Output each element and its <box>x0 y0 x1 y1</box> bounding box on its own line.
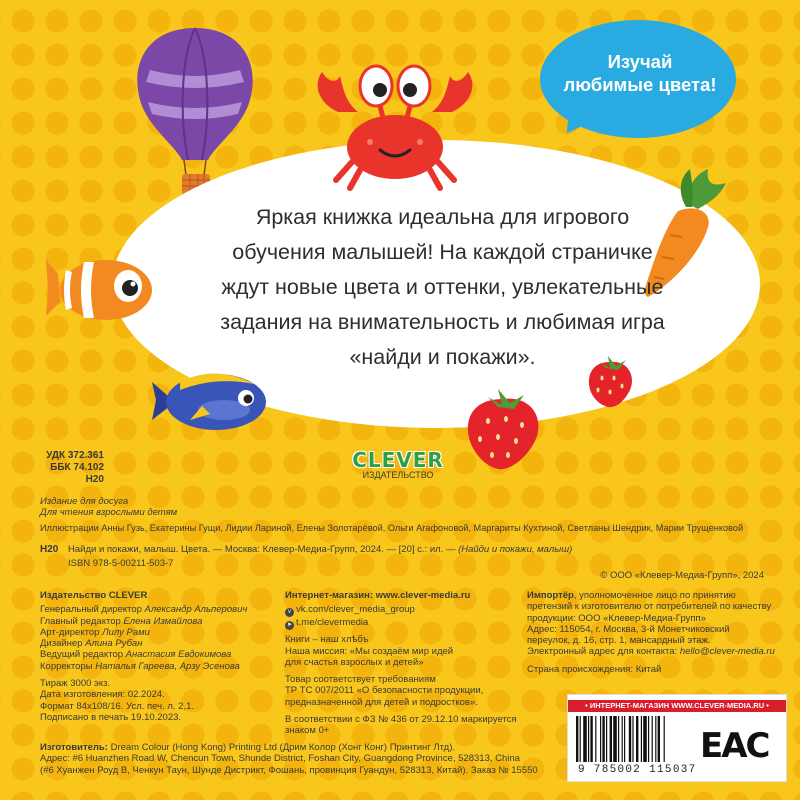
barcode-digits: 9 785002 115037 <box>578 764 697 776</box>
manufacturer-block <box>40 742 560 776</box>
importer-line-3: продукции: ООО «Клевер-Медиа-Групп» <box>527 612 706 624</box>
telegram-link[interactable]: ➤ t.me/clevermedia <box>286 617 369 629</box>
manufacturer-line-2: Адрес: #6 Huanzhen Road W, Chencun Town, Shunde District, Foshan City, Guangdong Province, 528313, China <box>40 753 520 765</box>
vk-link[interactable]: v vk.com/clever_media_group <box>285 604 520 617</box>
edition-reading: Для чтения взрослыми детям <box>40 507 178 519</box>
speech-line-2: любимые цвета! <box>563 74 717 95</box>
isbn: ISBN 978-5-00211-503-7 <box>68 558 174 569</box>
tr-line-3: предназначенной для детей и подростков». <box>285 696 478 708</box>
clownfish-illustration <box>44 250 154 330</box>
slogan-1: Книги – наш хлѣбъ <box>285 634 369 646</box>
tr-line-1: Товар соответствует требованиям <box>285 674 436 686</box>
importer-column <box>527 590 777 675</box>
tr-line-2: ТР ТС 007/2011 «О безопасности продукции, <box>285 685 484 697</box>
clever-logo <box>350 448 446 480</box>
bbk-code: ББК 74.102 <box>50 462 104 473</box>
slogan-3: для счастья взрослых и детей» <box>285 656 424 668</box>
print-run: Тираж 3000 экз. <box>40 678 111 690</box>
staff-heading: Издательство CLEVER <box>40 590 148 601</box>
slogan-2: Наша миссия: «Мы создаём мир идей <box>285 645 454 657</box>
telegram-icon: ➤ <box>286 622 293 629</box>
speech-line-1: Изучай <box>607 51 673 72</box>
edition-type <box>40 496 177 519</box>
production-date: Дата изготовления: 02.2024. <box>40 689 165 701</box>
vk-icon: v <box>285 608 294 617</box>
online-shop-heading: Интернет-магазин: www.clever-media.ru <box>285 590 471 601</box>
law-line-2: знаком 0+ <box>285 725 330 737</box>
main-line-2: обучения малышей! На каждой страничке <box>232 240 653 264</box>
strawberry-large-illustration <box>458 385 548 475</box>
online-column <box>285 590 520 737</box>
importer-line-2: претензий к изготовителю от потребителей по качеству <box>527 601 772 613</box>
main-description <box>170 200 715 375</box>
speech-bubble-text <box>548 50 732 96</box>
law-line-1: В соответствии с ФЗ № 436 от 29.12.10 маркируется <box>285 714 517 726</box>
importer-email[interactable]: hello@clever-media.ru <box>679 646 775 658</box>
series-title: (Найди и покажи, малыш) <box>458 544 573 555</box>
staff-column <box>40 590 270 723</box>
importer-line-6: Электронный адрес для контакта: hello@clever-media.ru <box>527 646 775 658</box>
main-line-1: Яркая книжка идеальна для игрового <box>255 205 630 229</box>
catalog-codes <box>40 450 104 486</box>
importer-line-4: Адрес: 115054, г. Москва, 3-й Монетчиковский <box>527 623 730 635</box>
eac-mark-icon <box>700 718 769 774</box>
staff-row: Ведущий редактор Анастасия Евдокимова <box>40 649 232 661</box>
signed-for-print: Подписано в печать 19.10.2023. <box>40 711 182 723</box>
staff-row: Главный редактор Елена Измайлова <box>40 615 203 627</box>
illustrators-line: Иллюстрации Анны Гузь, Екатерины Гущи, Лидии Лариной, Елены Золотарёвой, Ольги Агафоновой, Маргариты Кухтиной, Светланы Шендрик, Марии Трущенковой <box>40 523 744 533</box>
main-line-5: «найди и покажи». <box>349 345 536 369</box>
h20-code: Н20 <box>85 474 104 485</box>
staff-row: Генеральный директор Александр Альперович <box>40 604 248 616</box>
bibliographic-record <box>68 544 708 555</box>
main-line-4: задания на внимательность и любимая игра <box>220 310 665 334</box>
edition-leisure: Издание для досуга <box>40 496 129 507</box>
staff-row: Арт-директор Лилу Рами <box>40 626 150 638</box>
barcode-icon <box>576 716 694 764</box>
shop-banner: • ИНТЕРНЕТ-МАГАЗИН WWW.CLEVER-MEDIA.RU • <box>568 700 786 712</box>
country-of-origin: Страна происхождения: Китай <box>527 663 662 675</box>
main-line-3: ждут новые цвета и оттенки, увлекательные <box>221 275 664 299</box>
format-info: Формат 84х108/16. Усл. печ. л. 2,1. <box>40 700 195 712</box>
importer-line-1: Импортёр, уполномоченное лицо по принятию <box>527 590 736 601</box>
manufacturer-line-3: (#6 Хуанжен Роуд В, Ченкун Таун, Шунде Дистрикт, Фошань, провинция Гуандун, 528313, Китай). Заказ № 15550 <box>40 764 538 776</box>
importer-line-5: переулок, д. 16, стр. 1, мансардный этаж. <box>527 635 711 647</box>
h20-marker: Н20 <box>40 544 59 555</box>
staff-row: Корректоры Наталья Гареева, Арзу Эсенова <box>40 660 240 672</box>
online-shop-link[interactable]: www.clever-media.ru <box>375 590 471 601</box>
copyright: © ООО «Клевер-Медиа-Групп», 2024 <box>600 570 764 581</box>
staff-row: Дизайнер Алина Рубан <box>40 638 143 650</box>
crab-illustration <box>300 42 490 192</box>
udk-code: УДК 372.361 <box>46 450 104 461</box>
clever-logo-sub: ИЗДАТЕЛЬСТВО <box>362 470 434 480</box>
eac-mark-text: EAC <box>700 726 769 766</box>
manufacturer-line-1: Изготовитель: Dream Colour (Hong Kong) Printing Ltd (Дрим Колор (Хонг Конг) Принтинг Лтд). <box>40 742 456 753</box>
bibliographic-text: Найди и покажи, малыш. Цвета. — Москва: Клевер-Медиа-Групп, 2024. — [20] с.: ил. — <box>68 544 459 555</box>
clever-logo-word: CLEVER <box>352 448 444 472</box>
